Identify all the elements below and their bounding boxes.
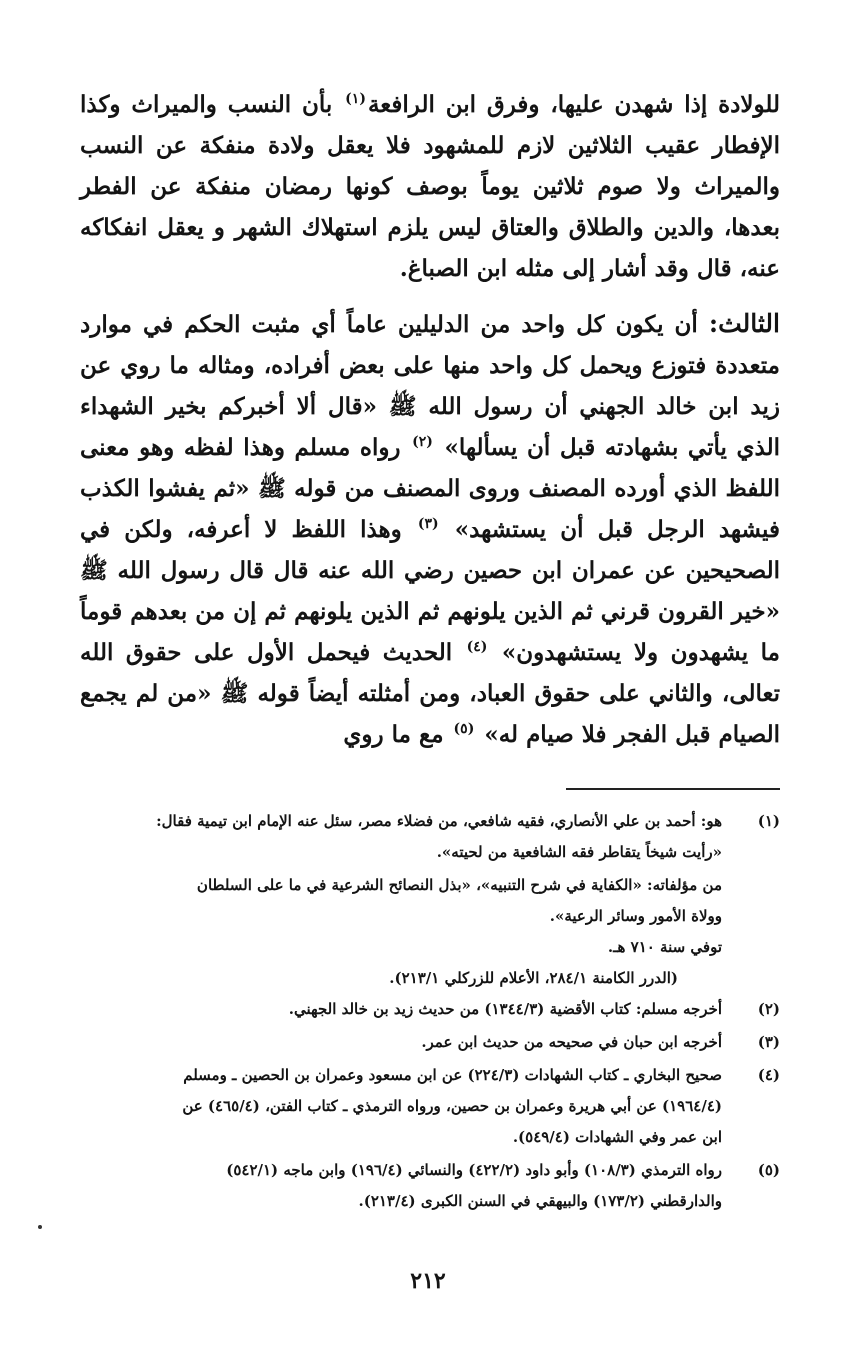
- footnote-5: [74, 1155, 780, 1217]
- footnote-ref-5: (٥): [453, 721, 475, 738]
- footnote-line: (الدرر الكامنة ٢٨٤/١، الأعلام للزركلي ٢١٣/١).: [389, 969, 678, 987]
- main-text: [80, 84, 780, 755]
- footnote-line: وولاة الأمور وسائر الرعية».: [549, 907, 722, 925]
- footnote-line: توفي سنة ٧١٠ هـ.: [607, 938, 722, 956]
- footnote-divider: [566, 788, 780, 790]
- scan-speck: [38, 1225, 42, 1229]
- footnote-1-continuation: [74, 870, 780, 994]
- paragraph-2-text-d: الحديث فيحمل الأول على حقوق الله تعالى، والثاني على حقوق العباد، ومن أمثلته أيضاً قوله ﷺ «من لم يجمع الصيام قبل الفجر فلا صيام له»: [80, 639, 780, 748]
- footnote-ref-2: (٢): [412, 434, 433, 451]
- footnote-body: [74, 994, 722, 1025]
- footnote-body: [74, 1155, 722, 1217]
- footnote-ref-1: (١): [345, 91, 366, 108]
- footnote-number: (١): [757, 812, 780, 830]
- paragraph-1: [80, 84, 780, 289]
- footnote-line: ابن عمر وفي الشهادات (٥٤٩/٤).: [512, 1128, 722, 1146]
- footnote-line: من مؤلفاته: «الكفاية في شرح التنبيه»، «بذل النصائح الشرعية في ما على السلطان: [196, 876, 722, 894]
- page-number: ٢١٢: [410, 1268, 446, 1294]
- footnote-3: [74, 1027, 780, 1058]
- footnote-4: [74, 1060, 780, 1153]
- paragraph-2-text-a: أن يكون كل واحد من الدليلين عاماً أي مثبت الحكم في موارد متعددة فتوزع ويحمل كل واحد منها على بعض أفراده، ومثاله ما روي عن زيد ابن خالد الجهني أن رسول الله ﷺ «قال ألا أخبركم بخير الشهداء الذي يأتي بشهادته قبل أن يسألها»: [80, 311, 780, 461]
- footnote-line: هو: أحمد بن علي الأنصاري، فقيه شافعي، من فضلاء مصر، سئل عنه الإمام ابن تيمية فقال:: [156, 812, 722, 830]
- footnote-line: والدارقطني (١٧٣/٢) والبيهقي في السنن الكبرى (٢١٣/٤).: [358, 1192, 722, 1210]
- paragraph-1-text-a: للولادة إذا شهدن عليها، وفرق ابن الرافعة: [367, 91, 780, 118]
- paragraph-2-text-c: وهذا اللفظ لا أعرفه، ولكن في الصحيحين عن عمران ابن حصين رضي الله عنه قال قال رسول الله ﷺ «خير القرون قرني ثم الذين يلونهم ثم الذين يلونهم ثم إن من بعدهم قوماً ما يشهدون ولا يستشهدون»: [80, 516, 780, 666]
- paragraph-2-text-b: رواه مسلم وهذا لفظه وهو معنى اللفظ الذي أورده المصنف وروى المصنف من قوله ﷺ «ثم يفشوا الكذب فيشهد الرجل قبل أن يستشهد»: [80, 434, 780, 543]
- footnote-line: «رأيت شيخاً يتقاطر فقه الشافعية من لحيته».: [436, 843, 722, 861]
- footnote-2: [74, 994, 780, 1025]
- footnote-number: (٣): [757, 1033, 780, 1051]
- footnote-line: رواه الترمذي (١٠٨/٣) وأبو داود (٤٢٢/٢) والنسائي (١٩٦/٤) وابن ماجه (٥٤٢/١): [226, 1161, 722, 1179]
- footnote-body: [74, 1060, 722, 1153]
- footnote-line: (١٩٦٤/٤) عن أبي هريرة وعمران بن حصين، ورواه الترمذي ـ كتاب الفتن، (٤٦٥/٤) عن: [182, 1097, 722, 1115]
- footnote-number: (٤): [757, 1066, 780, 1084]
- footnote-body: [74, 806, 722, 868]
- footnote-line: أخرجه مسلم: كتاب الأقضية (١٣٤٤/٣) من حديث زيد بن خالد الجهني.: [288, 1000, 722, 1018]
- footnote-number: (٢): [757, 1000, 780, 1018]
- footnote-1: [74, 806, 780, 868]
- footnotes: [74, 806, 780, 1219]
- paragraph-1-text-b: بأن النسب والميراث وكذا الإفطار عقيب الثلاثين لازم للمشهود فلا يعقل ولادة منفكة عن النسب والميراث ولا صوم ثلاثين يوماً بوصف كونها رمضان منفكة عن الفطر بعدها، والدين والطلاق والعتاق ليس يلزم استهلاك الشهر و يعقل انفكاكه عنه، قال وقد أشار إلى مثله ابن الصباغ.: [80, 91, 780, 282]
- footnote-line: أخرجه ابن حبان في صحيحه من حديث ابن عمر.: [421, 1033, 722, 1051]
- paragraph-2: [80, 303, 780, 755]
- footnote-ref-4: (٤): [466, 639, 488, 656]
- footnote-line: صحيح البخاري ـ كتاب الشهادات (٢٢٤/٣) عن ابن مسعود وعمران بن الحصين ـ ومسلم: [183, 1066, 722, 1084]
- section-lead: الثالث:: [708, 309, 780, 338]
- paragraph-2-text-e: مع ما روي: [343, 721, 444, 748]
- footnote-ref-3: (٣): [417, 516, 439, 533]
- footnote-number: (٥): [757, 1161, 780, 1179]
- footnote-body: [74, 1027, 722, 1058]
